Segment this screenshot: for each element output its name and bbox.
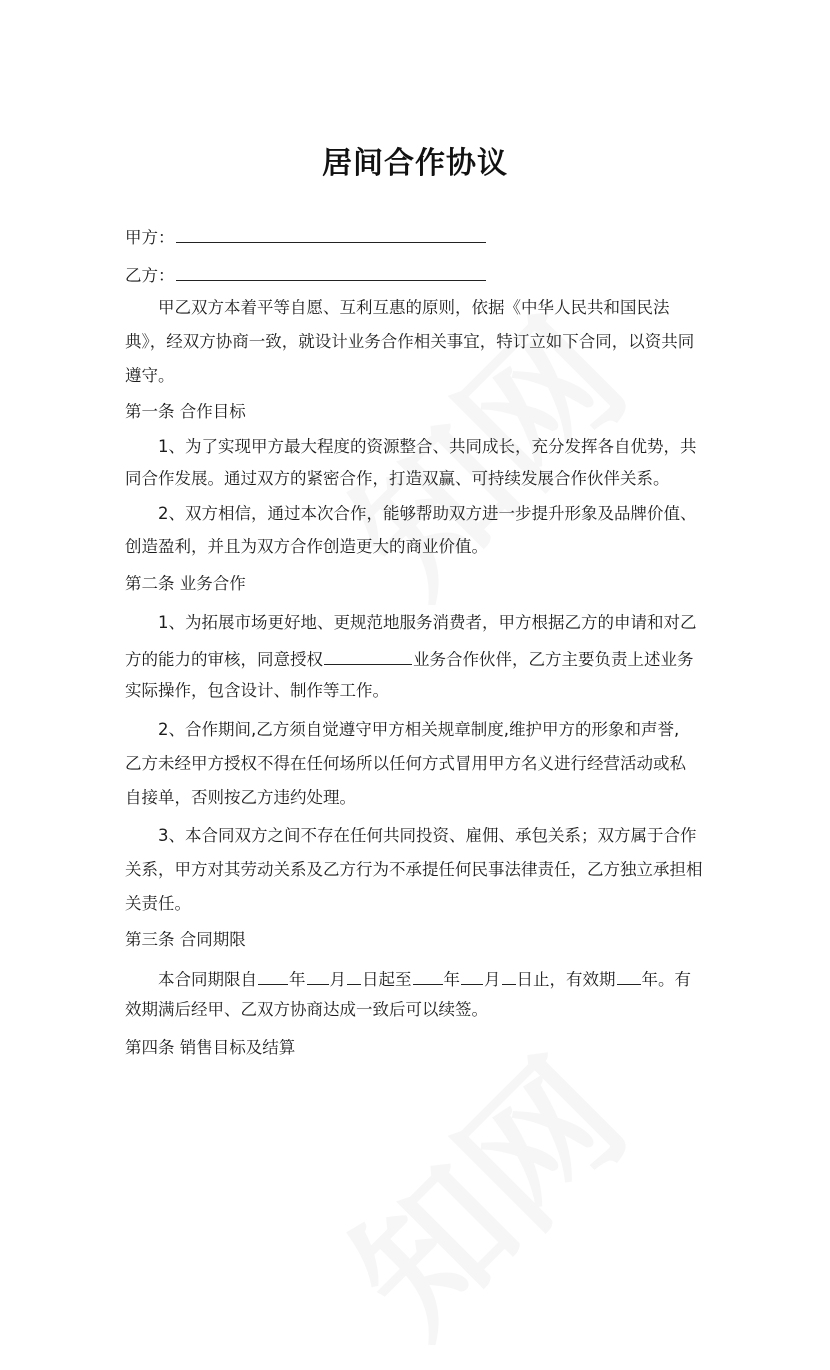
- article-2-para-2: 乙方未经甲方授权不得在任何场所以任何方式冒用甲方名义进行经营活动或私: [125, 754, 686, 773]
- article-1-para-1: 1、为了实现甲方最大程度的资源整合、共同成长，充分发挥各自优势，共: [158, 437, 697, 456]
- article-2-heading: 第二条 业务合作: [125, 574, 246, 593]
- article-2-para-1: 1、为拓展市场更好地、更规范地服务消费者，甲方根据乙方的申请和对乙: [158, 613, 697, 632]
- article-2-para-3: 3、本合同双方之间不存在任何共同投资、雇佣、承包关系；双方属于合作: [158, 826, 697, 845]
- article-2-para-2: 自接单，否则按乙方违约处理。: [125, 788, 356, 807]
- article-2-para-3: 关系，甲方对其劳动关系及乙方行为不承提任何民事法律责任，乙方独立承担相: [125, 860, 703, 879]
- start-day-blank[interactable]: [347, 966, 361, 985]
- article-1-para-2: 2、双方相信，通过本次合作，能够帮助双方进一步提升形象及品牌价值、: [158, 504, 697, 523]
- authorization-blank[interactable]: [324, 646, 412, 665]
- end-year-blank[interactable]: [413, 966, 443, 985]
- term-line-2: 效期满后经甲、乙双方协商达成一致后可以续签。: [125, 1000, 488, 1019]
- end-month-blank[interactable]: [461, 966, 483, 985]
- article-1-heading: 第一条 合作目标: [125, 402, 246, 421]
- preamble-line: 典》，经双方协商一致，就设计业务合作相关事宜，特订立如下合同，以资共同: [125, 332, 695, 351]
- party-b-field[interactable]: [176, 262, 486, 281]
- preamble-line: 遵守。: [125, 366, 175, 385]
- article-2-para-1: 实际操作，包含设计、制作等工作。: [125, 681, 389, 700]
- party-a-label: 甲方：: [125, 228, 175, 247]
- article-1-para-1: 同合作发展。通过双方的紧密合作，打造双赢、可持续发展合作伙伴关系。: [125, 469, 670, 488]
- article-4-heading: 第四条 销售目标及结算: [125, 1038, 296, 1057]
- article-2-para-2: 2、合作期间,乙方须自觉遵守甲方相关规章制度,维护甲方的形象和声誉,: [158, 720, 680, 739]
- party-b-row: [125, 262, 487, 287]
- article-2-para-3: 关责任。: [125, 894, 191, 913]
- term-line: 本合同期限自 年 月 日起至 年 月 日止，有效期 年。有: [158, 966, 691, 991]
- validity-years-blank[interactable]: [617, 966, 641, 985]
- start-month-blank[interactable]: [307, 966, 329, 985]
- article-2-para-1: 方的能力的审核，同意授权 业务合作伙伴，乙方主要负责上述业务: [125, 646, 694, 671]
- party-a-row: [125, 224, 487, 249]
- start-year-blank[interactable]: [258, 966, 288, 985]
- watermark: [298, 1006, 663, 1370]
- document-title: 居间合作协议: [322, 146, 508, 181]
- article-1-para-2: 创造盈利，并且为双方合作创造更大的商业价值。: [125, 537, 488, 556]
- party-b-label: 乙方：: [125, 266, 175, 285]
- end-day-blank[interactable]: [502, 966, 516, 985]
- party-a-field[interactable]: [176, 224, 486, 243]
- preamble-line: 甲乙双方本着平等自愿、互利互惠的原则，依据《中华人民共和国民法: [158, 298, 670, 317]
- article-3-heading: 第三条 合同期限: [125, 930, 246, 949]
